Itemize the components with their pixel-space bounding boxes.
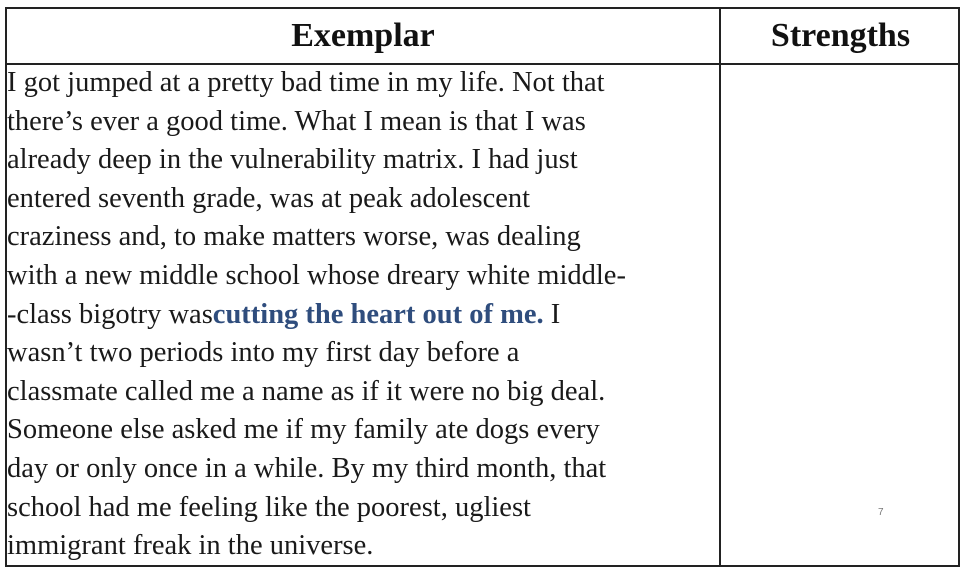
exemplar-text-fragment: -class bigotry was — [7, 298, 213, 330]
exemplar-line: Someone else asked me if my family ate dogs every — [7, 414, 600, 446]
exemplar-text-fragment: I — [543, 298, 561, 330]
exemplar-line: wasn’t two periods into my first day before a — [7, 337, 520, 369]
header-strengths: Strengths — [770, 17, 911, 54]
exemplar-line: immigrant freak in the universe. — [7, 530, 374, 562]
exemplar-line-with-highlight — [7, 296, 707, 335]
exemplar-line: there’s ever a good time. What I mean is that I was — [7, 105, 586, 137]
exemplar-line: day or only once in a while. By my third month, that — [7, 452, 607, 484]
exemplar-line: craziness and, to make matters worse, was dealing — [7, 221, 581, 253]
exemplar-line: school had me feeling like the poorest, ugliest — [7, 491, 531, 523]
column-divider — [719, 9, 721, 565]
exemplar-line: I got jumped at a pretty bad time in my life. Not that — [7, 67, 605, 98]
exemplar-text — [7, 64, 707, 566]
page-number: 7 — [878, 507, 884, 518]
exemplar-line: classmate called me a name as if it were no big deal. — [7, 375, 606, 407]
highlighted-phrase: cutting the heart out of me. — [212, 298, 544, 330]
header-exemplar: Exemplar — [291, 17, 435, 54]
exemplar-line: already deep in the vulnerability matrix. I had just — [7, 144, 578, 176]
exemplar-line: entered seventh grade, was at peak adolescent — [7, 182, 531, 214]
exemplar-line: with a new middle school whose dreary white middle- — [7, 259, 626, 291]
